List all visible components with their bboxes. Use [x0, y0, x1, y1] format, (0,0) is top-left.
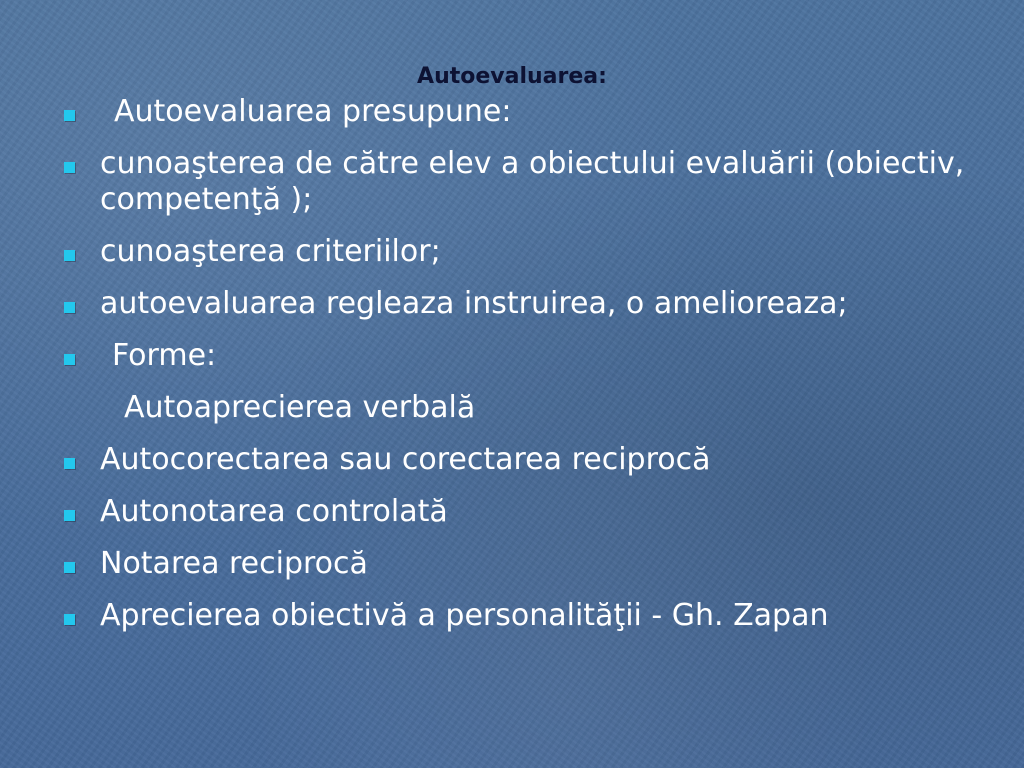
list-item-text: Aprecierea obiectivă a personalităţii - Gh. Zapan — [100, 598, 829, 633]
list-item — [0, 286, 1000, 322]
list-item — [0, 546, 1000, 582]
square-bullet-icon — [64, 302, 75, 313]
square-bullet-icon — [64, 354, 75, 365]
list-item-text: cunoaşterea de către elev a obiectului evaluării (obiectiv, competenţă ); — [100, 146, 965, 217]
list-item — [0, 442, 1000, 478]
list-item — [0, 598, 1000, 634]
list-item-text: Notarea reciprocă — [100, 546, 368, 581]
square-bullet-icon — [64, 250, 75, 261]
list-item-text: cunoaşterea criteriilor; — [100, 234, 441, 269]
list-item — [0, 146, 1000, 218]
list-item-text: Autoaprecierea verbală — [124, 390, 476, 425]
list-item — [0, 494, 1000, 530]
list-item-text: autoevaluarea regleaza instruirea, o amelioreaza; — [100, 286, 848, 321]
square-bullet-icon — [64, 562, 75, 573]
bullet-list — [0, 94, 1000, 650]
square-bullet-icon — [64, 614, 75, 625]
list-item-subitem — [0, 390, 1000, 426]
list-item-text: Autoevaluarea presupune: — [114, 94, 512, 129]
square-bullet-icon — [64, 110, 75, 121]
list-item-text: Autonotarea controlată — [100, 494, 448, 529]
list-item — [0, 234, 1000, 270]
slide-title: Autoevaluarea: — [417, 64, 607, 89]
square-bullet-icon — [64, 162, 75, 173]
square-bullet-icon — [64, 458, 75, 469]
list-item-text: Autocorectarea sau corectarea reciprocă — [100, 442, 711, 477]
list-item-text: Forme: — [112, 338, 217, 373]
square-bullet-icon — [64, 510, 75, 521]
list-item — [0, 94, 1000, 130]
list-item — [0, 338, 1000, 374]
